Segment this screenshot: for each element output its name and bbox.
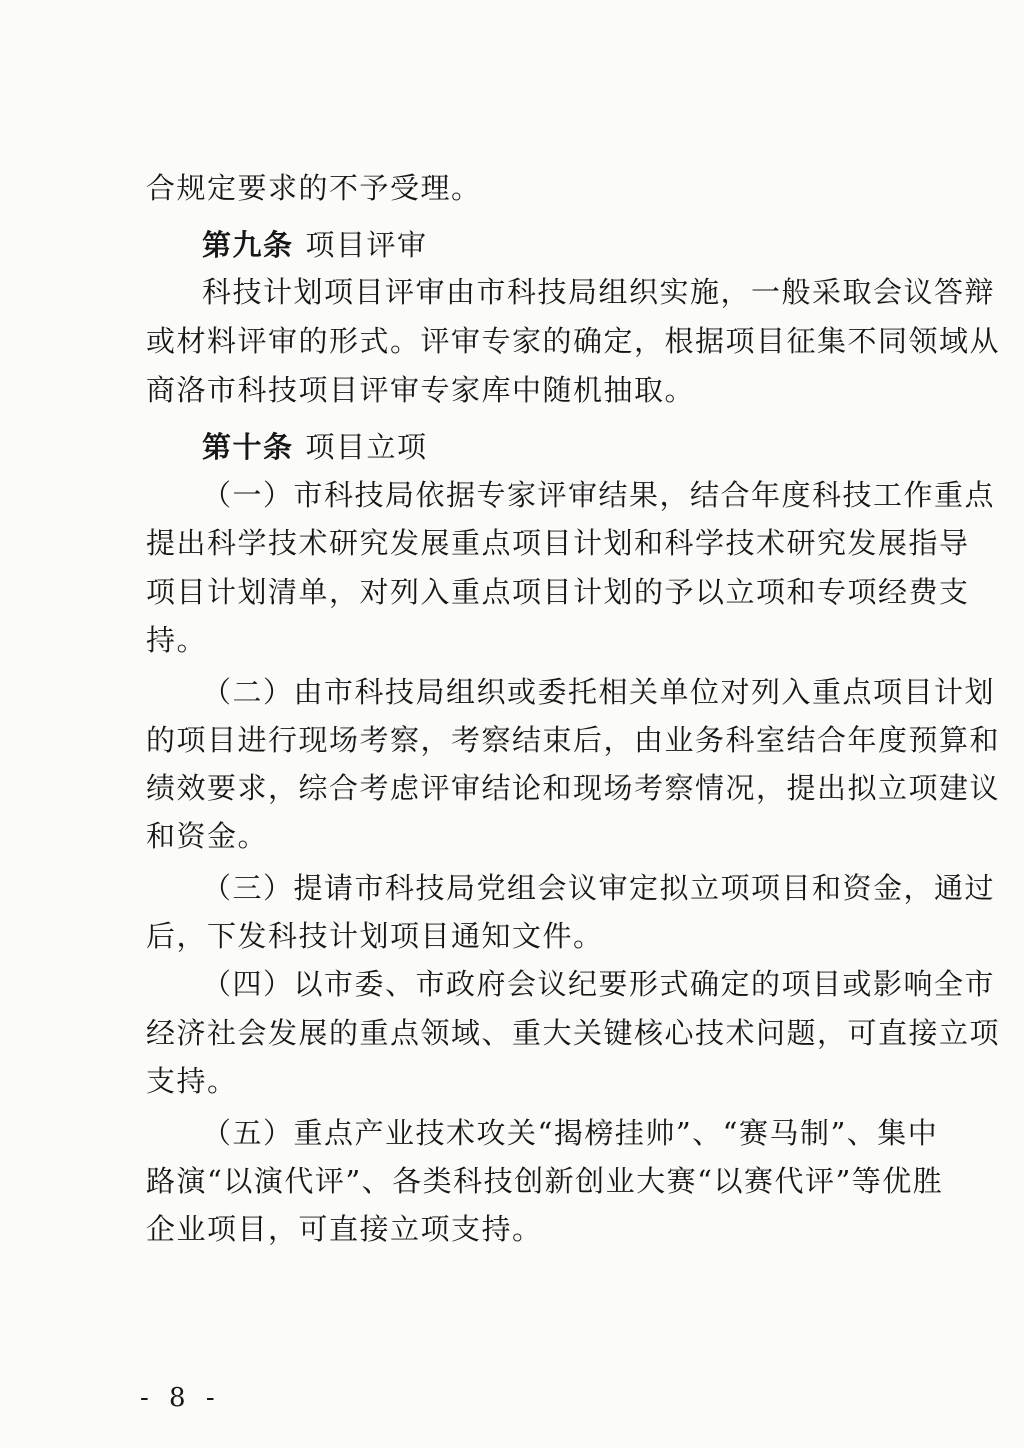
text-line: 支持。 — [146, 1064, 238, 1098]
article-heading — [202, 225, 916, 265]
text-line: 企业项目，可直接立项支持。 — [146, 1212, 543, 1246]
text-line: 绩效要求，综合考虑评审结论和现场考察情况，提出拟立项建议 — [146, 771, 1001, 805]
text-line: 提出科学技术研究发展重点项目计划和科学技术研究发展指导 — [146, 526, 970, 560]
text-line: （二）由市科技局组织或委托相关单位对列入重点项目计划 — [202, 675, 996, 709]
article-heading — [202, 427, 916, 467]
text-line: 经济社会发展的重点领域、重大关键核心技术问题，可直接立项 — [146, 1016, 1001, 1050]
text-line: （三）提请市科技局党组会议审定拟立项项目和资金，通过 — [202, 871, 996, 905]
text-line: （四）以市委、市政府会议纪要形式确定的项目或影响全市 — [202, 967, 996, 1001]
text-line: 的项目进行现场考察，考察结束后，由业务科室结合年度预算和 — [146, 723, 1001, 757]
text-line: 持。 — [146, 623, 208, 657]
text-line: 或材料评审的形式。评审专家的确定，根据项目征集不同领域从 — [146, 324, 1001, 358]
text-line: （五）重点产业技术攻关“揭榜挂帅”、“赛马制”、集中 — [202, 1116, 939, 1150]
page-number: - 8 - — [140, 1383, 221, 1413]
text-line: 合规定要求的不予受理。 — [146, 171, 482, 205]
article-title: 项目立项 — [305, 430, 428, 464]
article-number: 第九条 — [202, 228, 294, 262]
text-line: 项目计划清单，对列入重点项目计划的予以立项和专项经费支 — [146, 575, 970, 609]
text-line: （一）市科技局依据专家评审结果，结合年度科技工作重点 — [202, 478, 996, 512]
text-line: 和资金。 — [146, 819, 269, 853]
text-line: 后，下发科技计划项目通知文件。 — [146, 919, 604, 953]
article-title: 项目评审 — [305, 228, 428, 262]
text-line: 商洛市科技项目评审专家库中随机抽取。 — [146, 373, 696, 407]
text-line: 路演“以演代评”、各类科技创新创业大赛“以赛代评”等优胜 — [146, 1164, 944, 1198]
text-line: 科技计划项目评审由市科技局组织实施，一般采取会议答辩 — [202, 275, 996, 309]
article-number: 第十条 — [202, 430, 294, 464]
